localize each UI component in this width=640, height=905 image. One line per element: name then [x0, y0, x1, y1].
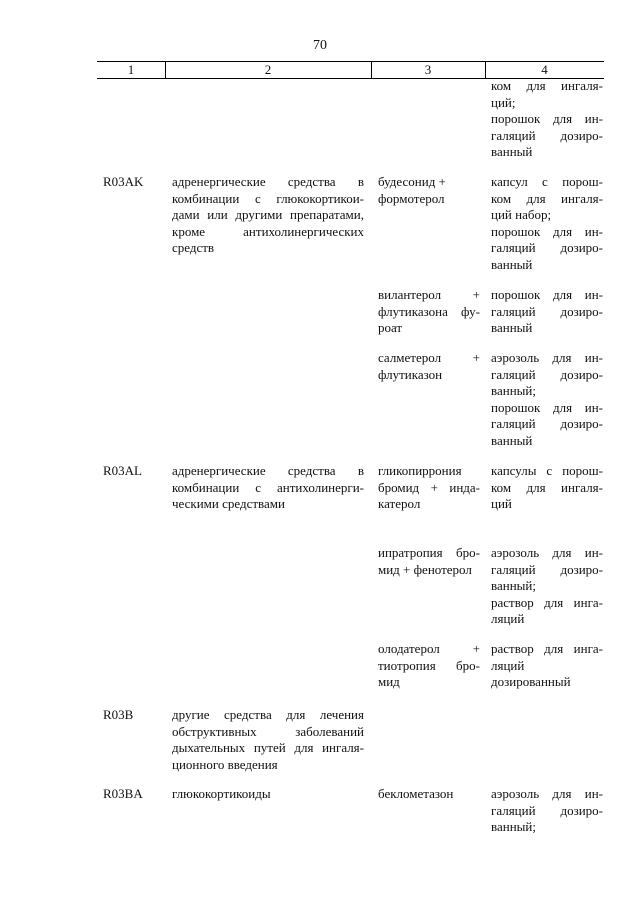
text-line: дами или другими препаратами,	[172, 207, 364, 223]
text-line: другие средства для лечения	[172, 707, 364, 722]
text-line: средств	[172, 240, 215, 256]
drug-name	[378, 545, 480, 578]
text-line: ванный	[491, 320, 533, 336]
text-line: олодатерол +	[378, 641, 480, 656]
text-line: раствор для инга-	[491, 594, 603, 610]
text-line: обструктивных заболеваний	[172, 723, 364, 739]
text-line: ванный;	[491, 819, 536, 835]
text-line: капсул с порош-	[491, 174, 603, 189]
text-line: катерол	[378, 496, 421, 512]
text-line: комбинации с глюкокортикои-	[172, 190, 364, 206]
text-line: ком для ингаля-	[491, 78, 603, 93]
text-line: кроме антихолинергических	[172, 223, 364, 239]
drug-name	[378, 463, 480, 513]
text-line: глюкокортикоиды	[172, 786, 271, 801]
drug-name	[378, 350, 480, 383]
text-line: дыхательных путей для ингаля-	[172, 740, 364, 756]
text-line: ванный	[491, 256, 533, 272]
dosage-form	[491, 78, 603, 161]
text-line: комбинации с антихолинерги-	[172, 479, 364, 495]
atc-code: R03AK	[103, 174, 144, 189]
dosage-form	[491, 463, 603, 513]
text-line: галяций дозиро-	[491, 366, 603, 382]
text-line: капсулы с порош-	[491, 463, 603, 478]
group-name	[172, 463, 364, 513]
text-line: адренергические средства в	[172, 174, 364, 189]
text-line: ляций дозированный	[491, 657, 571, 690]
text-line: порошок для ин-	[491, 399, 603, 415]
text-line: галяций дозиро-	[491, 561, 603, 577]
text-line: мид + фенотерол	[378, 561, 472, 577]
text-line: порошок для ин-	[491, 111, 603, 127]
text-line: ческими средствами	[172, 496, 285, 512]
text-line: бромид + инда-	[378, 479, 480, 495]
text-line: ляций	[491, 611, 525, 627]
text-line: беклометазон	[378, 786, 454, 801]
text-line: галяций дозиро-	[491, 127, 603, 143]
dosage-form	[491, 287, 603, 337]
text-line: ций набор;	[491, 207, 552, 223]
text-line: порошок для ин-	[491, 287, 603, 302]
text-line: флутиказона фу-	[378, 303, 480, 319]
text-line: ционного введения	[172, 756, 278, 772]
group-name	[172, 707, 364, 773]
drug-name	[378, 287, 480, 337]
text-line: ванный;	[491, 383, 536, 399]
text-line: ций	[491, 496, 512, 512]
text-line: тиотропия бро-	[378, 657, 480, 673]
text-line: ванный	[491, 144, 533, 160]
atc-code: R03AL	[103, 463, 142, 478]
text-line: порошок для ин-	[491, 223, 603, 239]
text-line: галяций дозиро-	[491, 802, 603, 818]
group-name	[172, 786, 364, 803]
text-line: аэрозоль для ин-	[491, 786, 603, 801]
page-number: 70	[313, 38, 327, 53]
text-line: формотерол	[378, 190, 445, 206]
dosage-form	[491, 350, 603, 450]
text-line: гликопиррония	[378, 463, 462, 478]
header-col-3: 3	[424, 62, 432, 77]
text-line: раствор для инга-	[491, 641, 603, 656]
drug-name	[378, 786, 480, 803]
dosage-form	[491, 545, 603, 628]
text-line: галяций дозиро-	[491, 303, 603, 319]
table-header	[97, 61, 604, 79]
text-line: адренергические средства в	[172, 463, 364, 478]
text-line: ком для ингаля-	[491, 190, 603, 206]
header-col-2: 2	[264, 62, 272, 77]
text-line: ванный	[491, 432, 533, 448]
text-line: галяций дозиро-	[491, 240, 603, 256]
dosage-form	[491, 174, 603, 274]
header-col-4: 4	[541, 62, 548, 77]
drug-name	[378, 174, 480, 207]
dosage-form	[491, 641, 603, 691]
text-line: салметерол +	[378, 350, 480, 365]
text-line: вилантерол +	[378, 287, 480, 302]
header-col-1: 1	[127, 62, 135, 77]
text-line: галяций дозиро-	[491, 416, 603, 432]
text-line: флутиказон	[378, 366, 443, 382]
text-line: роат	[378, 320, 403, 336]
drug-name	[378, 641, 480, 691]
text-line: аэрозоль для ин-	[491, 350, 603, 365]
text-line: мид	[378, 674, 400, 690]
dosage-form	[491, 786, 603, 836]
text-line: ванный;	[491, 578, 536, 594]
group-name	[172, 174, 364, 257]
atc-code: R03BA	[103, 786, 143, 801]
atc-code: R03B	[103, 707, 134, 722]
text-line: ком для ингаля-	[491, 479, 603, 495]
text-line: ипратропия бро-	[378, 545, 480, 560]
text-line: будесонид +	[378, 174, 446, 189]
text-line: аэрозоль для ин-	[491, 545, 603, 560]
text-line: ций;	[491, 94, 516, 110]
